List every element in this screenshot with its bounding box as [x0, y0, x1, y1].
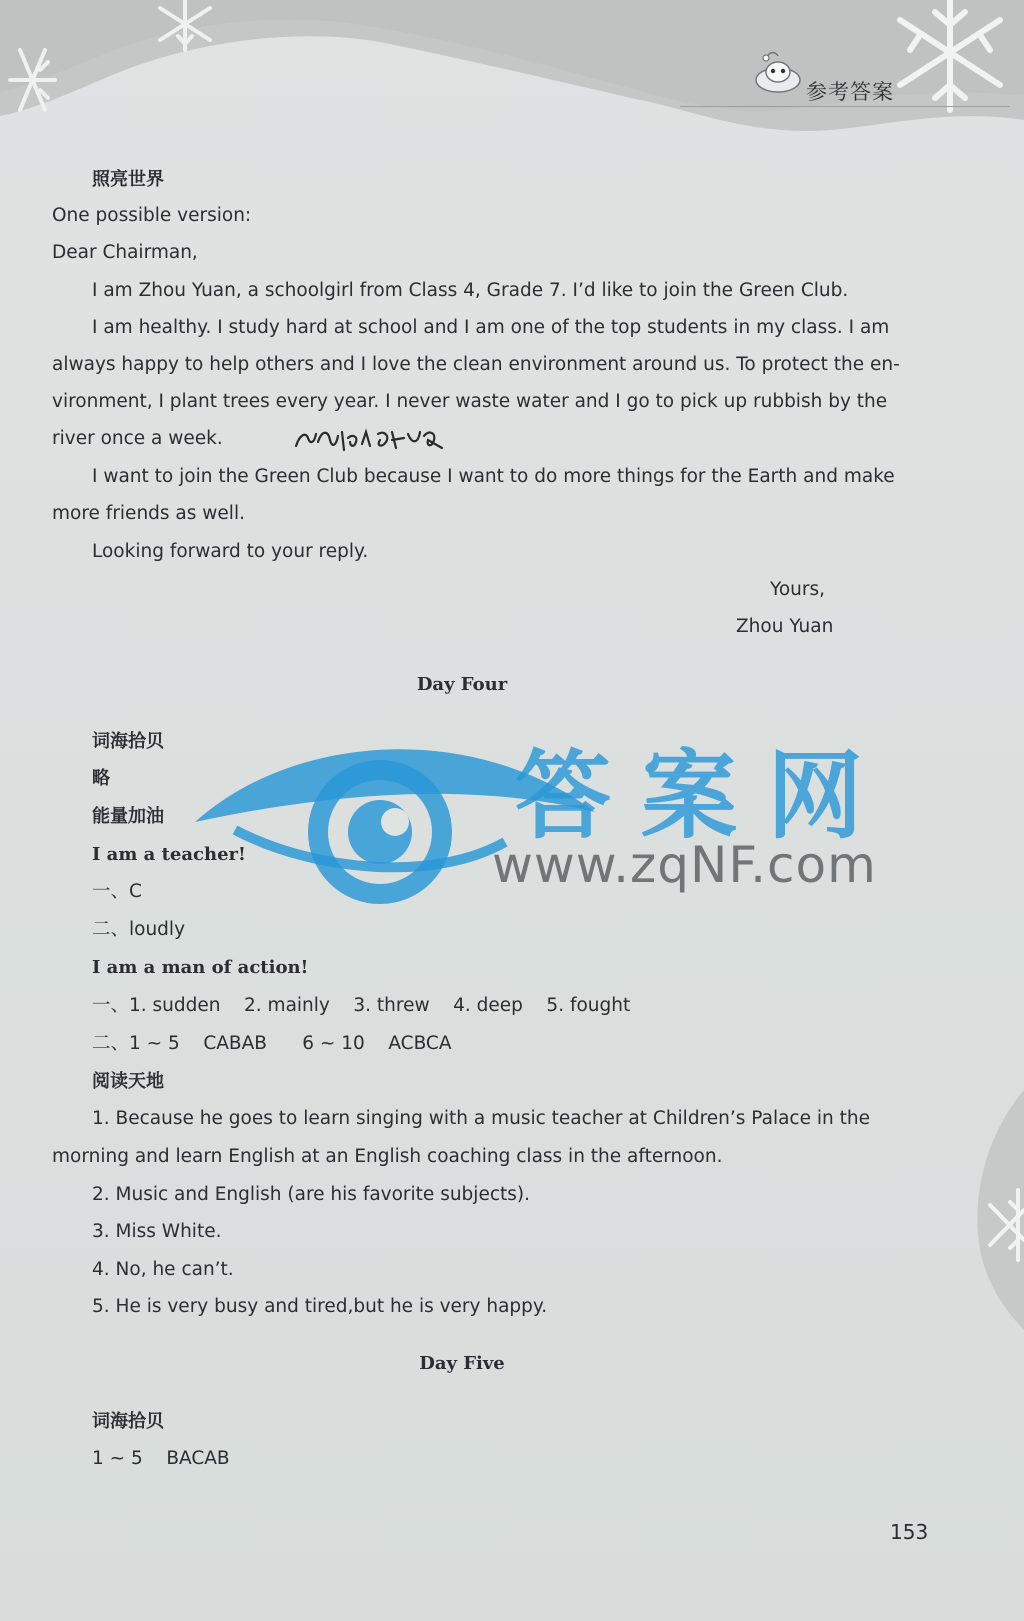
day-five-vocab-answer: 1 ~ 5 BACAB [92, 1448, 230, 1469]
day-five-vocab-heading: 词海拾贝 [92, 1411, 164, 1432]
action-answer-2: 二、1 ~ 5 CABAB 6 ~ 10 ACBCA [92, 1033, 452, 1054]
reading-answer-2: 2. Music and English (are his favorite subjects). [92, 1184, 530, 1205]
letter-salutation: Dear Chairman, [52, 242, 198, 263]
day-four-energy-heading: 能量加油 [92, 806, 164, 827]
action-answer-1: 一、1. sudden 2. mainly 3. threw 4. deep 5. fought [92, 995, 631, 1016]
day-five-title: Day Five [419, 1353, 505, 1374]
handwritten-note [292, 424, 452, 456]
letter-intro: One possible version: [52, 205, 252, 226]
day-four-reading-heading: 阅读天地 [92, 1071, 164, 1092]
letter-paragraph-2-line-3: vironment, I plant trees every year. I never waste water and I go to pick up rubbish by the [52, 391, 888, 412]
letter-paragraph-2-line-2: always happy to help others and I love the clean environment around us. To protect the en- [52, 354, 900, 375]
reading-answer-1-line-1: 1. Because he goes to learn singing with a music teacher at Children’s Palace in the [92, 1108, 870, 1129]
watermark-url: www.zqNF.com [492, 836, 877, 894]
day-four-title: Day Four [416, 674, 508, 695]
letter-paragraph-2-line-4: river once a week. [52, 428, 223, 449]
letter-paragraph-3-line-1: I want to join the Green Club because I want to do more things for the Earth and make [92, 466, 895, 487]
letter-paragraph-3-line-2: more friends as well. [52, 503, 245, 524]
reading-answer-5: 5. He is very busy and tired,but he is very happy. [92, 1296, 548, 1317]
watermark-cn-text: 答案网 [515, 740, 893, 852]
letter-paragraph-4: Looking forward to your reply. [92, 541, 369, 562]
section-title: 参考答案 [806, 80, 894, 104]
teacher-title: I am a teacher! [92, 844, 246, 865]
reading-answer-4: 4. No, he can’t. [92, 1259, 234, 1280]
day-four-vocab-answer: 略 [92, 768, 110, 789]
letter-signature: Zhou Yuan [736, 616, 834, 637]
teacher-answer-2: 二、loudly [92, 919, 186, 940]
letter-heading: 照亮世界 [92, 169, 164, 190]
teacher-answer-1: 一、C [92, 881, 142, 902]
letter-paragraph-2-line-1: I am healthy. I study hard at school and I am one of the top students in my class. I am [92, 317, 890, 338]
letter-paragraph-1: I am Zhou Yuan, a schoolgirl from Class 4, Grade 7. I’d like to join the Green Club. [92, 280, 849, 301]
letter-closing: Yours, [770, 579, 826, 600]
reading-answer-3: 3. Miss White. [92, 1221, 222, 1242]
page-number: 153 [890, 1520, 929, 1544]
reading-answer-1-line-2: morning and learn English at an English coaching class in the afternoon. [52, 1146, 723, 1167]
action-title: I am a man of action! [92, 957, 309, 978]
day-four-vocab-heading: 词海拾贝 [92, 731, 164, 752]
